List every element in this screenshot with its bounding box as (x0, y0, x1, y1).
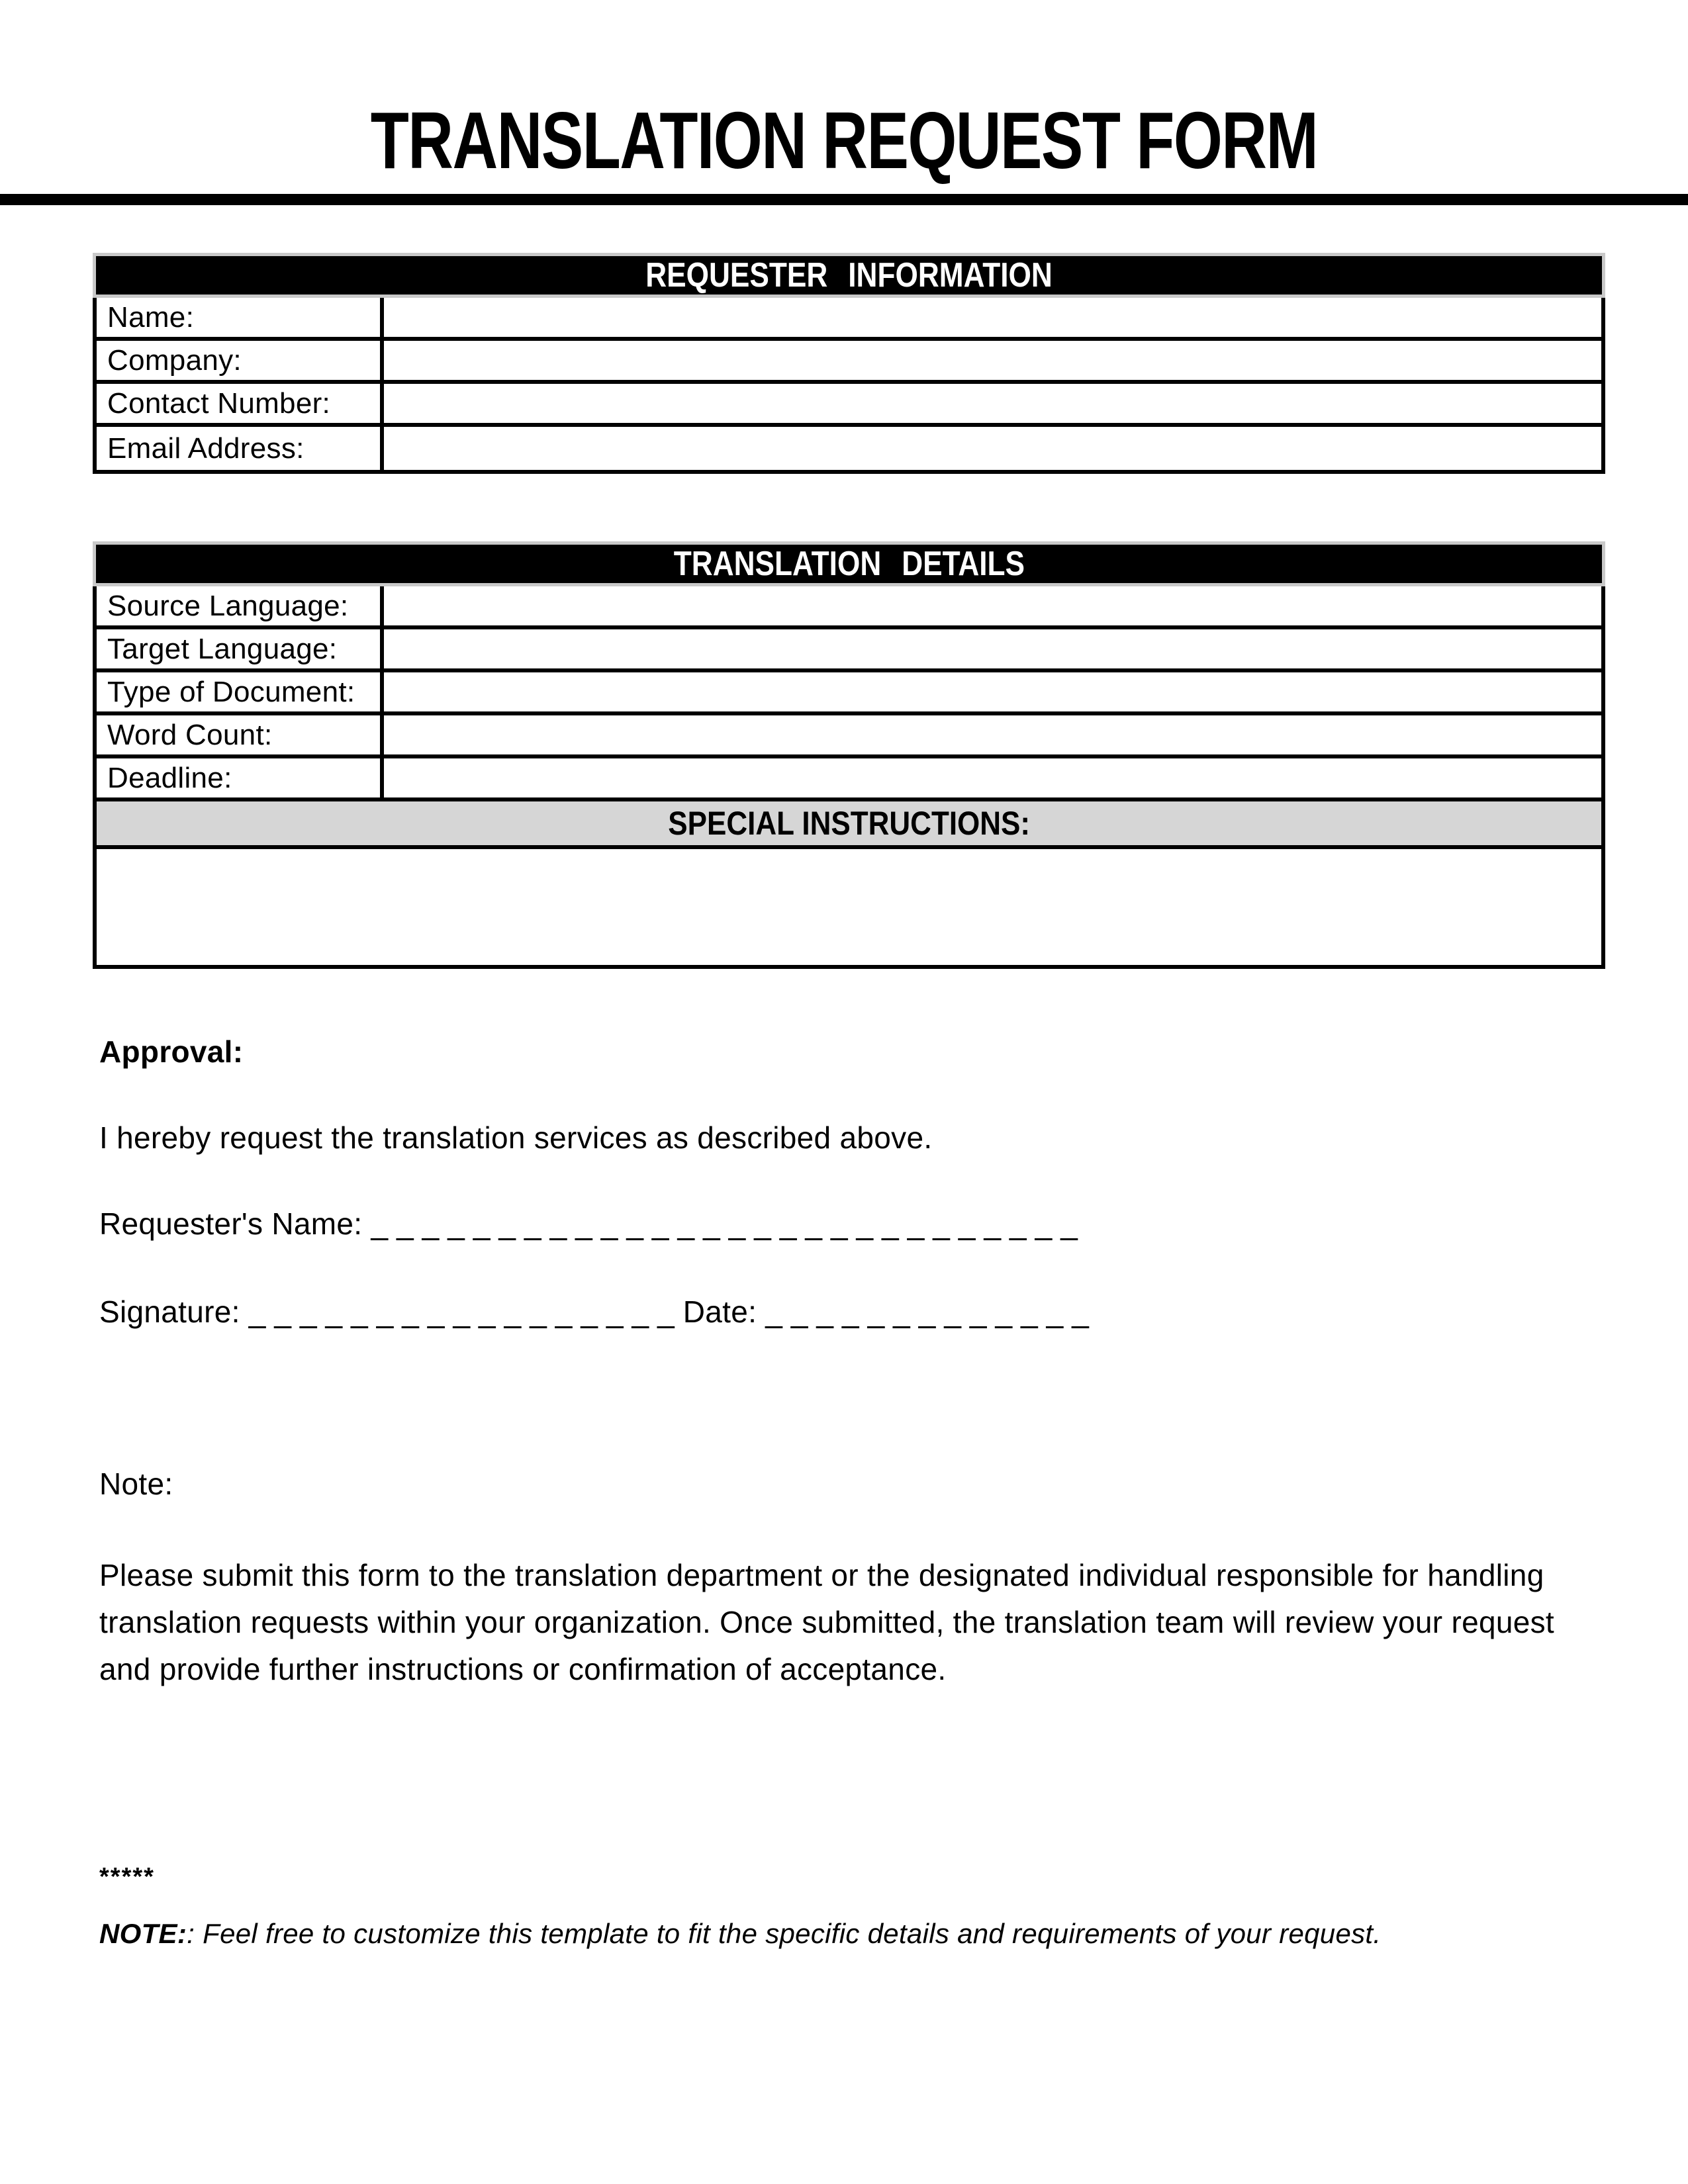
footnote-line (99, 1918, 1381, 1950)
date-blank-line: _____________ (765, 1295, 1098, 1329)
name-label: Name: (97, 298, 384, 337)
note-heading: Note: (99, 1467, 173, 1501)
company-label: Company: (97, 341, 384, 380)
table-row (97, 629, 1601, 672)
type-of-document-label: Type of Document: (97, 672, 384, 711)
requester-information-header-bar (93, 253, 1605, 298)
table-row (97, 341, 1601, 384)
table-row (97, 758, 1601, 801)
target-language-field[interactable] (384, 629, 1601, 668)
signature-blank-line: _________________ (248, 1295, 683, 1329)
table-row (97, 427, 1601, 470)
page-title-text: TRANSLATION REQUEST FORM (370, 95, 1318, 185)
type-of-document-field[interactable] (384, 672, 1601, 711)
requester-information-header-text: REQUESTER INFORMATION (645, 256, 1053, 295)
translation-details-header-bar (93, 541, 1605, 586)
requester-name-label: Requester's Name: (99, 1206, 363, 1241)
email-address-field[interactable] (384, 427, 1601, 470)
requester-name-blank-line: ____________________________ (371, 1206, 1086, 1241)
company-field[interactable] (384, 341, 1601, 380)
asterisk-separator: ***** (99, 1863, 155, 1891)
approval-statement: I hereby request the translation services as described above. (99, 1120, 933, 1155)
footnote-text: Feel free to customize this template to fit the specific details and requirements of your request. (195, 1918, 1382, 1949)
translation-details-body (93, 586, 1605, 969)
requester-information-table (93, 253, 1605, 474)
translation-details-header-text: TRANSLATION DETAILS (673, 545, 1025, 583)
signature-label: Signature: (99, 1295, 240, 1329)
source-language-label: Source Language: (97, 586, 384, 625)
requester-name-line (99, 1206, 1086, 1242)
word-count-label: Word Count: (97, 715, 384, 754)
title-divider-rule (0, 194, 1688, 205)
table-row (97, 384, 1601, 427)
footnote-note-label: NOTE: (99, 1918, 187, 1949)
word-count-field[interactable] (384, 715, 1601, 754)
special-instructions-field[interactable] (97, 849, 1601, 965)
requester-information-body (93, 298, 1605, 474)
deadline-label: Deadline: (97, 758, 384, 797)
signature-date-line (99, 1294, 1098, 1330)
source-language-field[interactable] (384, 586, 1601, 625)
translation-details-table (93, 541, 1605, 969)
target-language-label: Target Language: (97, 629, 384, 668)
special-instructions-header-bar (97, 801, 1601, 849)
special-instructions-header-text: SPECIAL INSTRUCTIONS: (668, 805, 1030, 842)
date-label: Date: (682, 1295, 757, 1329)
table-row (97, 586, 1601, 629)
email-address-label: Email Address: (97, 427, 384, 470)
page-title (0, 94, 1688, 187)
footnote-separator: : (187, 1918, 195, 1949)
approval-heading: Approval: (99, 1034, 244, 1069)
table-row (97, 715, 1601, 758)
table-row (97, 298, 1601, 341)
name-field[interactable] (384, 298, 1601, 337)
contact-number-field[interactable] (384, 384, 1601, 423)
table-row (97, 672, 1601, 715)
note-body-paragraph: Please submit this form to the translation department or the designated individual responsible for handling translation requests within your organization. Once submitted, the translation team will review your request and provide further instructions or confirmation of acceptance. (99, 1558, 1555, 1686)
contact-number-label: Contact Number: (97, 384, 384, 423)
deadline-field[interactable] (384, 758, 1601, 797)
